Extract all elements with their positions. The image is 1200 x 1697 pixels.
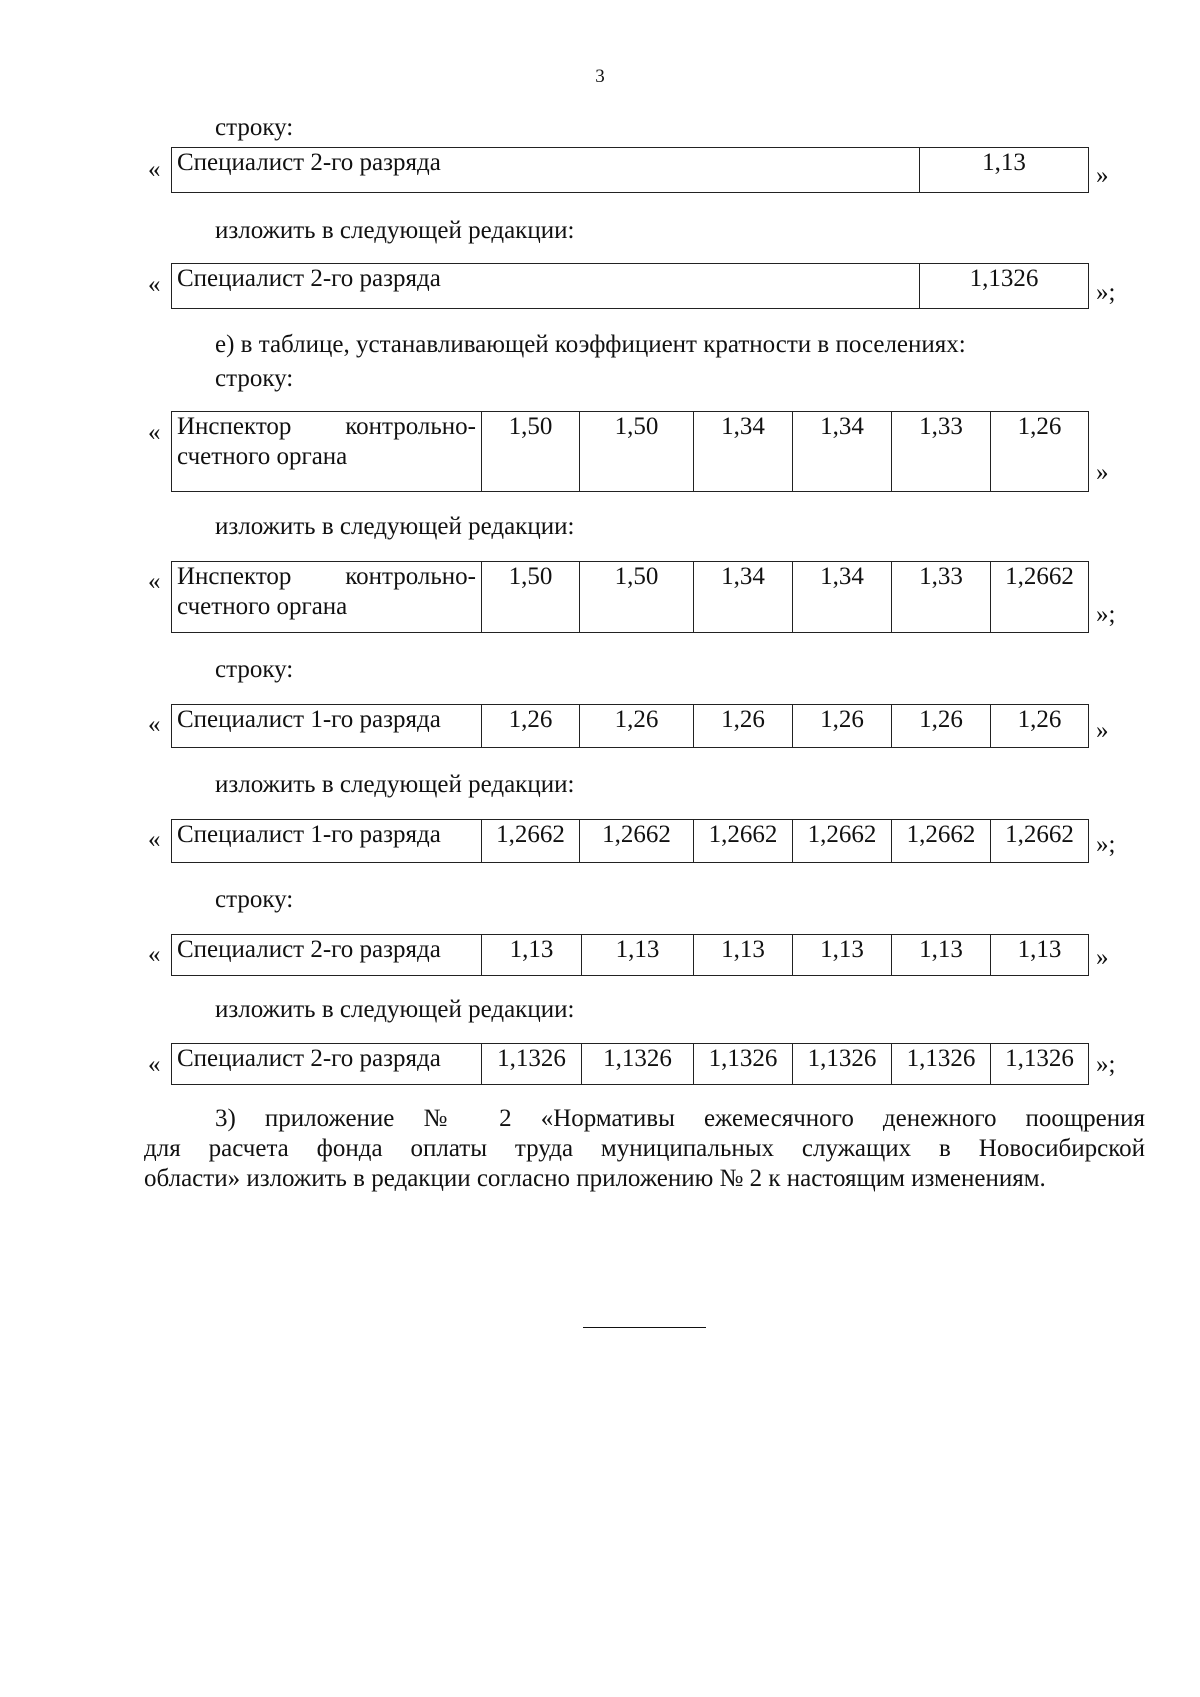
label-line-1: Инспектор контрольно- [177,413,476,440]
table-cell-value: 1,2662 [892,820,991,863]
quote-open: « [148,568,161,595]
quote-open: « [148,419,161,446]
quote-close: » [1096,162,1109,189]
table-cell-value: 1,26 [892,705,991,748]
table-spec2-row-new [171,1043,1089,1085]
table-cell-value: 1,1326 [991,1044,1089,1085]
table-cell-value: 1,50 [580,562,694,633]
table-cell-value: 1,13 [582,935,694,976]
quote-open: « [148,156,161,183]
quote-close-semicolon: »; [1096,1051,1116,1078]
label-stroku: строку: [215,365,294,392]
table-cell-value: 1,2662 [991,820,1089,863]
label-stroku: строку: [215,656,294,683]
table-cell-value: 1,2662 [694,820,793,863]
quote-close-semicolon: »; [1096,279,1116,306]
table-cell-value: 1,1326 [892,1044,991,1085]
table-cell-value: 1,13 [991,935,1089,976]
label-izlozhit: изложить в следующей редакции: [215,771,575,798]
label-line-2: счетного органа [177,593,348,620]
table-cell-value: 1,2662 [991,562,1089,633]
table-cell-value: 1,13 [920,148,1089,193]
table-cell-value: 1,34 [793,562,892,633]
table-cell-value: 1,1326 [694,1044,793,1085]
table-cell-value: 1,2662 [793,820,892,863]
table-cell-value: 1,26 [694,705,793,748]
table-cell-value: 1,34 [793,412,892,492]
table-cell-label: Специалист 1-го разряда [172,820,482,863]
table-spec1-new [171,819,1089,863]
table-cell-label [172,562,482,633]
end-rule [583,1327,706,1328]
table-cell-value: 1,26 [991,705,1089,748]
label-izlozhit: изложить в следующей редакции: [215,217,575,244]
table-cell-value: 1,50 [580,412,694,492]
item-3-line-3: области» изложить в редакции согласно приложению № 2 к настоящим изменениям. [144,1165,1046,1192]
table-cell-label: Специалист 2-го разряда [172,935,482,976]
quote-open: « [148,826,161,853]
table-cell-value: 1,1326 [582,1044,694,1085]
quote-close: » [1096,459,1109,486]
table-cell-value: 1,26 [482,705,580,748]
table-cell-label: Специалист 2-го разряда [172,148,920,193]
item-3-line-1: 3) приложение № 2 «Нормативы ежемесячного денежного поощрения [215,1105,1145,1132]
table-cell-value: 1,26 [991,412,1089,492]
table-inspector-new [171,561,1089,633]
table-cell-value: 1,34 [694,412,793,492]
item-3-line-2: для расчета фонда оплаты труда муниципальных служащих в Новосибирской [144,1135,1145,1162]
table-cell-value: 1,33 [892,562,991,633]
table-spec2-new [171,263,1089,309]
table-cell-value: 1,26 [580,705,694,748]
table-cell-value: 1,2662 [482,820,580,863]
quote-close-semicolon: »; [1096,601,1116,628]
label-line-1: Инспектор контрольно- [177,563,476,590]
quote-open: « [148,1051,161,1078]
table-cell-value: 1,2662 [580,820,694,863]
table-cell-value: 1,13 [892,935,991,976]
table-cell-value: 1,34 [694,562,793,633]
table-cell-value: 1,50 [482,562,580,633]
table-cell-value: 1,13 [793,935,892,976]
table-cell-value: 1,26 [793,705,892,748]
label-stroku: строку: [215,114,294,141]
table-spec1-old [171,704,1089,748]
table-cell-value: 1,50 [482,412,580,492]
table-cell-label: Специалист 2-го разряда [172,1044,482,1085]
table-cell-value: 1,33 [892,412,991,492]
table-cell-label: Специалист 2-го разряда [172,264,920,309]
table-cell-value: 1,1326 [793,1044,892,1085]
table-cell-value: 1,1326 [920,264,1089,309]
quote-open: « [148,711,161,738]
quote-close: » [1096,717,1109,744]
table-spec2-old [171,147,1089,193]
table-cell-value: 1,1326 [482,1044,582,1085]
item-3-paragraph [144,1104,1145,1194]
label-izlozhit: изложить в следующей редакции: [215,513,575,540]
page-number: 3 [595,66,605,87]
quote-open: « [148,941,161,968]
table-inspector-old [171,411,1089,492]
item-e-text: е) в таблице, устанавливающей коэффициент кратности в поселениях: [215,331,966,358]
table-spec2-row-old [171,934,1089,976]
table-cell-label [172,412,482,492]
table-cell-value: 1,13 [482,935,582,976]
quote-close: » [1096,944,1109,971]
label-stroku: строку: [215,886,294,913]
label-izlozhit: изложить в следующей редакции: [215,996,575,1023]
table-cell-label: Специалист 1-го разряда [172,705,482,748]
quote-close-semicolon: »; [1096,831,1116,858]
table-cell-value: 1,13 [694,935,793,976]
quote-open: « [148,271,161,298]
label-line-2: счетного органа [177,443,348,470]
